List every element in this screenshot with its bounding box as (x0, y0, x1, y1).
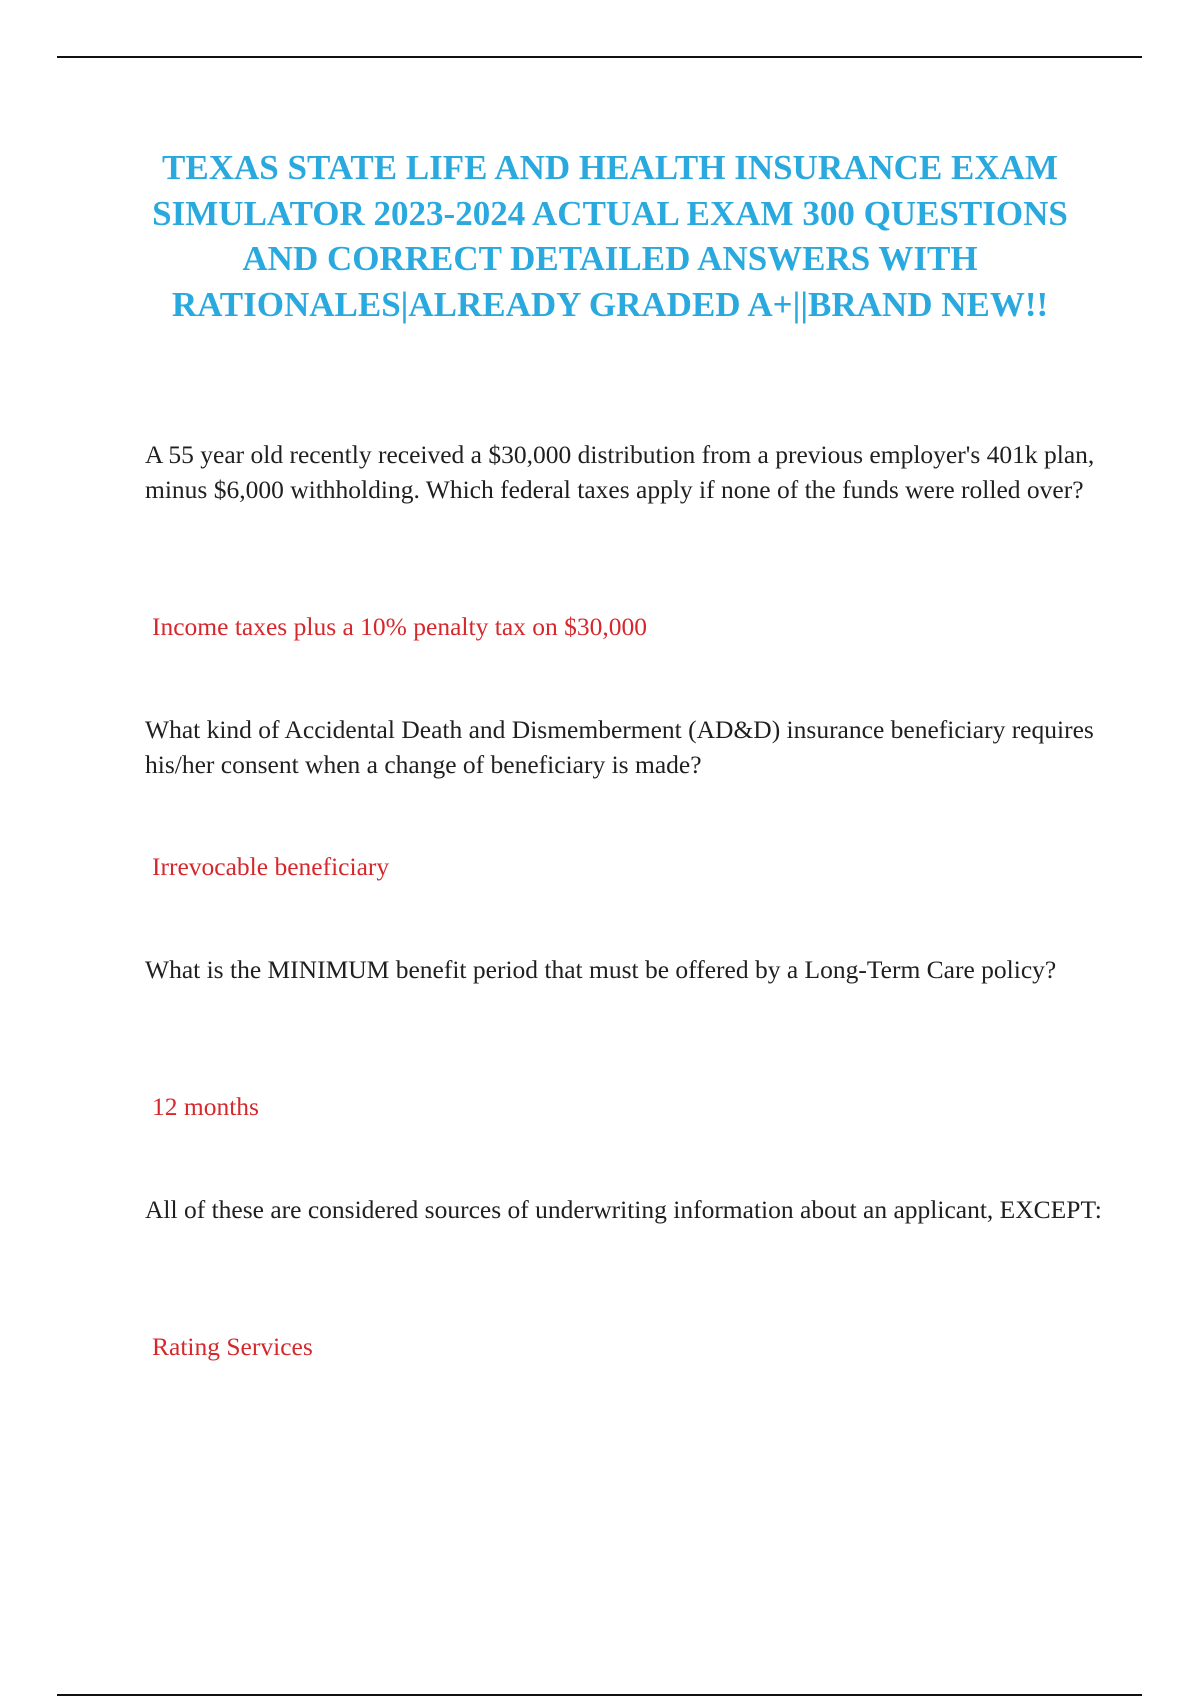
question-2: What kind of Accidental Death and Dismemberment (AD&D) insurance beneficiary requires his/her consent when a change of beneficiary is made? (145, 715, 1094, 779)
answer-1: Income taxes plus a 10% penalty tax on $30,000 (152, 612, 648, 641)
question-3: What is the MINIMUM benefit period that must be offered by a Long-Term Care policy? (145, 955, 1057, 984)
document-title: TEXAS STATE LIFE AND HEALTH INSURANCE EXAM SIMULATOR 2023-2024 ACTUAL EXAM 300 QUESTIONS AND CORRECT DETAILED ANSWERS WITH RATIONALES|ALREADY GRADED A+||BRAND NEW!! (152, 148, 1068, 324)
answer-3: 12 months (152, 1092, 259, 1121)
top-rule (57, 56, 1142, 58)
question-4: All of these are considered sources of underwriting information about an applicant, EXCEPT: (145, 1195, 1102, 1224)
bottom-rule (57, 1694, 1142, 1696)
question-1: A 55 year old recently received a $30,000 distribution from a previous employer's 401k plan, minus $6,000 withholding. Which federal taxes apply if none of the funds were rolled over? (145, 440, 1095, 504)
answer-4: Rating Services (152, 1332, 313, 1361)
answer-2: Irrevocable beneficiary (152, 852, 390, 881)
